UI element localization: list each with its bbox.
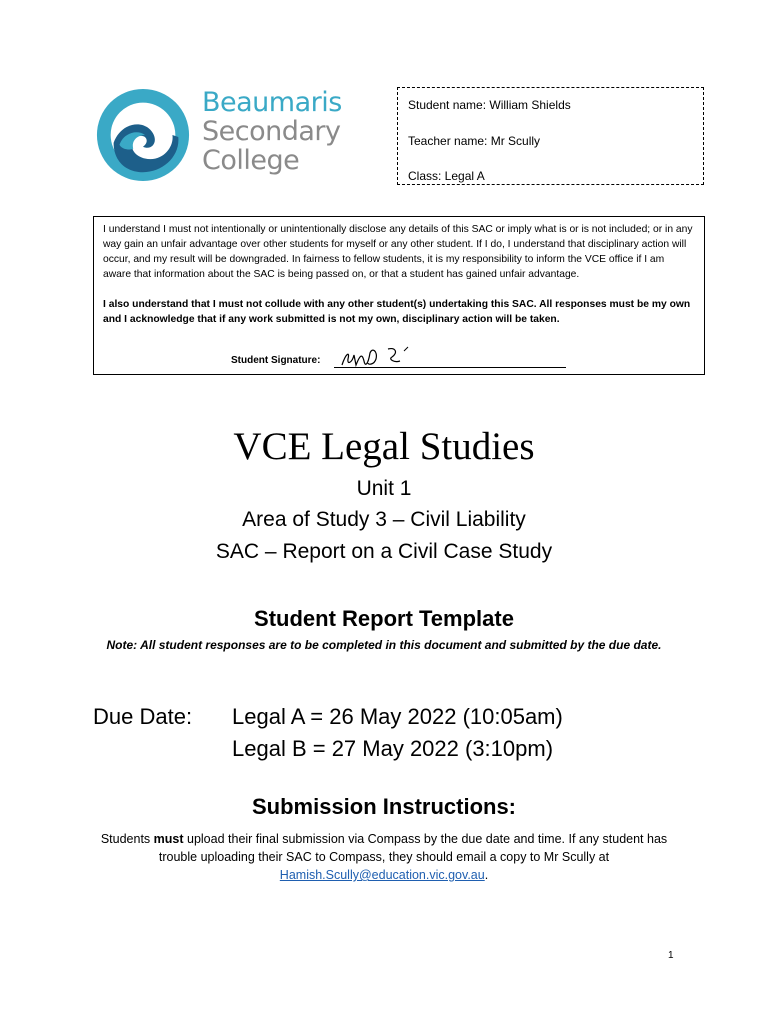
- handwritten-signature: [338, 345, 418, 369]
- signature-label: Student Signature:: [231, 355, 321, 366]
- page-number: 1: [668, 950, 674, 961]
- declaration-paragraph-1: I understand I must not intentionally or unintentionally disclose any details of this SAC or imply what is or is not included; or in any way gain an unfair advantage over other students for myself or any other student. If I do, I understand that disciplinary action will occur, and my result will be downgraded. In fairness to fellow students, it is my responsibility to inform the VCE office if I am aware that information about the SAC is being passed on, or that a student has gained unfair advantage.: [103, 224, 693, 280]
- due-date-label: Due Date:: [93, 704, 193, 729]
- logo-line-1: Beaumaris: [202, 87, 342, 118]
- instructions-emphasis: must: [153, 832, 184, 846]
- student-info-box: [397, 87, 704, 185]
- document-title: VCE Legal Studies: [233, 425, 535, 468]
- instructions-text-3: .: [484, 868, 489, 882]
- area-of-study-heading: Area of Study 3 – Civil Liability: [242, 508, 526, 531]
- submission-instructions: [88, 830, 680, 884]
- wave-logo-icon: [94, 86, 192, 184]
- sac-heading: SAC – Report on a Civil Case Study: [215, 540, 553, 563]
- due-date-legal-a: Legal A = 26 May 2022 (10:05am): [232, 704, 563, 729]
- submission-heading: Submission Instructions:: [251, 794, 517, 819]
- logo-line-3: College: [202, 145, 300, 176]
- college-logo: [94, 84, 364, 184]
- class-name: Class: Legal A: [408, 169, 485, 183]
- template-heading: Student Report Template: [254, 606, 514, 631]
- due-date-legal-b: Legal B = 27 May 2022 (3:10pm): [232, 736, 554, 761]
- logo-line-2: Secondary: [202, 116, 341, 147]
- email-link[interactable]: Hamish.Scully@education.vic.gov.au: [279, 868, 485, 882]
- unit-heading: Unit 1: [356, 477, 412, 500]
- instructions-text-2: upload their final submission via Compass by the due date and time. If any student has trouble uploading their SAC to Compass, they should email a copy to Mr Scully at: [158, 832, 668, 864]
- declaration-box: [93, 216, 705, 375]
- teacher-name: Teacher name: Mr Scully: [408, 134, 541, 148]
- declaration-paragraph-2: I also understand that I must not collude with any other student(s) undertaking this SAC. All responses must be my own and I acknowledge that if any work submitted is not my own, disciplinary action will be taken.: [103, 299, 691, 325]
- instructions-text-1: Students: [100, 832, 154, 846]
- submission-note: Note: All student responses are to be completed in this document and submitted by the due date.: [106, 638, 662, 652]
- student-name: Student name: William Shields: [408, 98, 571, 112]
